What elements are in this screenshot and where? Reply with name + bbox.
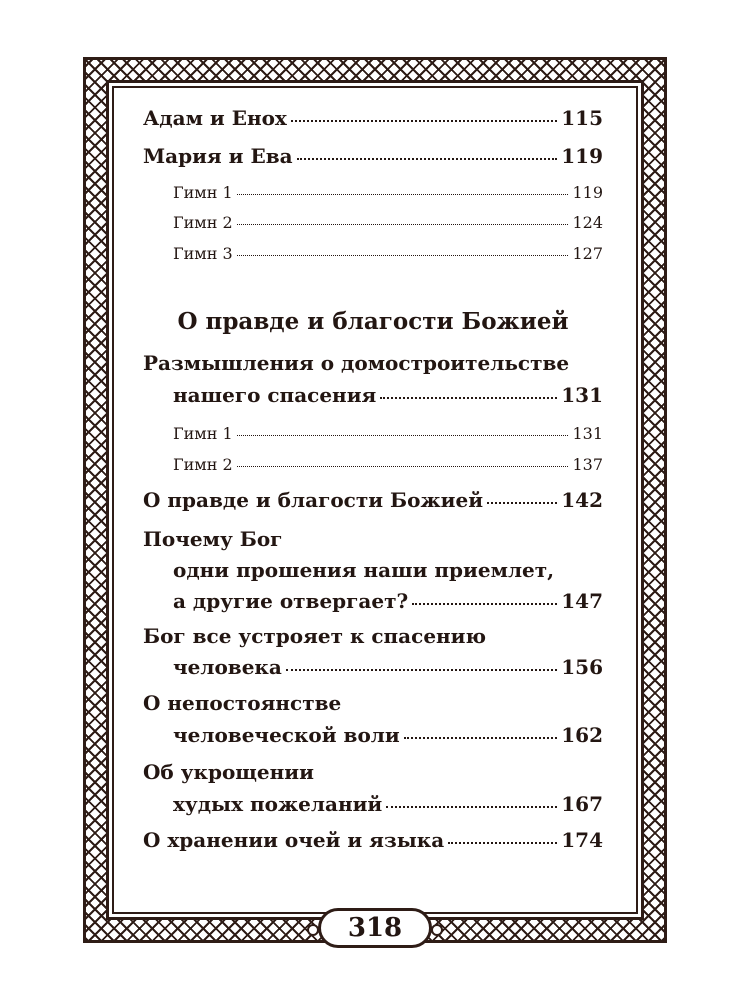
toc-entry-title: Гимн 1 [173, 183, 233, 202]
toc-entry-title: О правде и благости Божией [143, 488, 484, 512]
toc-entry-title-line2: нашего спасения [173, 383, 377, 407]
toc-entry-page: 174 [561, 828, 603, 852]
toc-entry-title: Гимн 2 [173, 455, 233, 474]
leader-dots [286, 669, 557, 671]
toc-entry-page: 142 [561, 488, 603, 512]
toc-entry-title-line1[interactable]: Об укрощении [143, 760, 314, 784]
toc-entry-page: 131 [561, 383, 603, 407]
leader-dots [291, 120, 557, 122]
leader-dots [386, 806, 557, 808]
toc-entry[interactable] [143, 103, 603, 133]
leader-dots [237, 255, 569, 256]
toc-entry-page: 131 [572, 424, 603, 443]
toc-subentry[interactable] [173, 419, 603, 449]
leader-dots [237, 466, 569, 467]
toc-entry-title-line2[interactable]: одни прошения наши приемлет, [173, 558, 555, 582]
toc-entry-title: Гимн 1 [173, 424, 233, 443]
toc-entry-page: 167 [561, 792, 603, 816]
leader-dots [380, 397, 557, 399]
leader-dots [237, 194, 569, 195]
toc-entry-title-line1[interactable]: Почему Бог [143, 527, 283, 551]
toc-subentry[interactable] [173, 239, 603, 269]
leader-dots [448, 842, 557, 844]
toc-entry-page: 119 [572, 183, 603, 202]
ornament-left-icon [307, 924, 319, 936]
toc-entry-page: 124 [572, 213, 603, 232]
toc-entry[interactable] [173, 720, 603, 750]
toc-entry-page: 137 [572, 455, 603, 474]
leader-dots [237, 224, 569, 225]
section-title: О правде и благости Божией [177, 308, 569, 335]
toc-entry-title-line1[interactable]: Размышления о домостроительстве [143, 351, 570, 375]
toc-entry-page: 147 [561, 589, 603, 613]
toc-entry[interactable] [143, 141, 603, 171]
page-number: 318 [347, 913, 403, 943]
toc-entry-title-line3: а другие отвергает? [173, 589, 409, 613]
toc-entry-page: 127 [572, 244, 603, 263]
page-number-badge [318, 908, 432, 948]
toc-entry[interactable] [173, 652, 603, 682]
toc-entry-title-line2: человеческой воли [173, 723, 400, 747]
ornament-right-icon [431, 924, 443, 936]
toc-entry-page: 119 [561, 144, 603, 168]
toc-subentry[interactable] [173, 450, 603, 480]
toc-subentry[interactable] [173, 178, 603, 208]
leader-dots [237, 435, 569, 436]
toc-entry[interactable] [143, 825, 603, 855]
toc-entry-title: Мария и Ева [143, 144, 293, 168]
toc-entry[interactable] [143, 485, 603, 515]
toc-entry-title: Гимн 3 [173, 244, 233, 263]
toc-entry-title: О хранении очей и языка [143, 828, 445, 852]
toc-entry-title-line1[interactable]: О непостоянстве [143, 691, 342, 715]
leader-dots [412, 603, 557, 605]
toc-entry-title-line1[interactable]: Бог все устрояет к спасению [143, 624, 487, 648]
toc-subentry[interactable] [173, 208, 603, 238]
toc-entry[interactable] [173, 789, 603, 819]
leader-dots [404, 737, 558, 739]
leader-dots [487, 502, 557, 504]
toc-entry-title-line2: человека [173, 655, 282, 679]
leader-dots [297, 158, 558, 160]
toc-entry-title: Гимн 2 [173, 213, 233, 232]
toc-entry-title-line2: худых пожеланий [173, 792, 383, 816]
toc-entry-page: 162 [561, 723, 603, 747]
toc-entry-page: 115 [561, 106, 603, 130]
toc-entry-page: 156 [561, 655, 603, 679]
toc-entry[interactable] [173, 380, 603, 410]
toc-entry-title: Адам и Енох [143, 106, 287, 130]
toc-entry[interactable] [173, 586, 603, 616]
